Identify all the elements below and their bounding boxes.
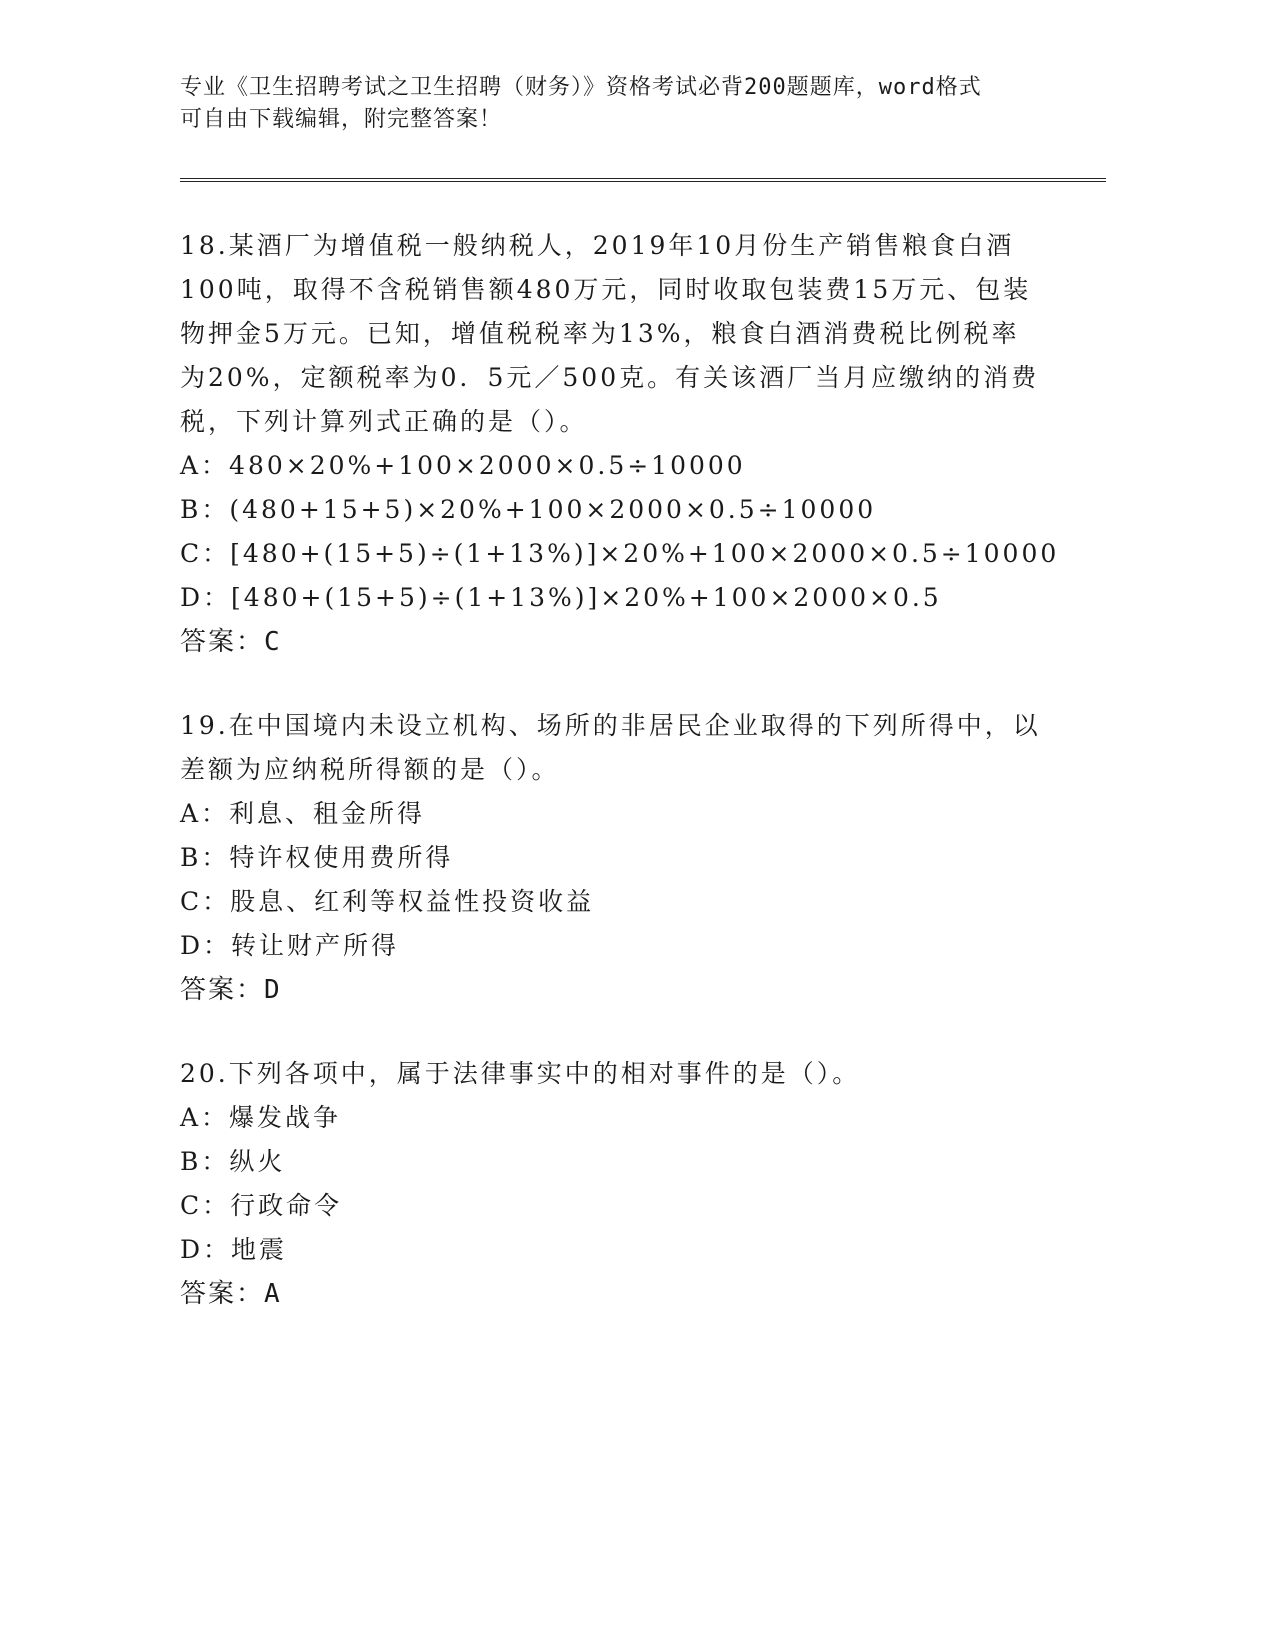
option-a: A：爆发战争: [180, 1103, 342, 1132]
option-d: D：转让财产所得: [180, 931, 400, 960]
header-divider: [180, 178, 1106, 182]
answer-line: 答案：C: [180, 627, 282, 657]
question-stem-line: 19.在中国境内未设立机构、场所的非居民企业取得的下列所得中，以: [180, 711, 1041, 740]
option-b: B：特许权使用费所得: [180, 843, 454, 872]
header-title-line-2: 可自由下载编辑，附完整答案！: [180, 107, 503, 132]
option-c: C：行政命令: [180, 1191, 343, 1220]
question-stem-line: 为20%，定额税率为0．5元／500克。有关该酒厂当月应缴纳的消费: [180, 363, 1040, 392]
question-20: [180, 1052, 1060, 1316]
question-19: [180, 704, 1060, 1012]
option-c: C：股息、红利等权益性投资收益: [180, 887, 595, 916]
question-18: [180, 224, 1060, 664]
question-stem-line: 差额为应纳税所得额的是（）。: [180, 755, 560, 784]
option-c: C：[480+(15+5)÷(1+13%)]×20%+100×2000×0.5÷10000: [180, 539, 1060, 568]
question-stem-line: 税，下列计算列式正确的是（）。: [180, 407, 588, 436]
answer-line: 答案：D: [180, 975, 282, 1005]
question-stem-line: 20.下列各项中，属于法律事实中的相对事件的是（）。: [180, 1059, 861, 1088]
question-stem-line: 物押金5万元。已知，增值税税率为13%，粮食白酒消费税比例税率: [180, 319, 1020, 348]
option-b: B：纵火: [180, 1147, 286, 1176]
option-d: D：[480+(15+5)÷(1+13%)]×20%+100×2000×0.5: [180, 583, 942, 612]
question-stem-line: 18.某酒厂为增值税一般纳税人，2019年10月份生产销售粮食白酒: [180, 231, 1015, 260]
option-a: A：480×20%+100×2000×0.5÷10000: [180, 451, 746, 480]
option-a: A：利息、租金所得: [180, 799, 426, 828]
answer-line: 答案：A: [180, 1279, 282, 1309]
question-stem-line: 100吨，取得不含税销售额480万元，同时收取包装费15万元、包装: [180, 275, 1032, 304]
option-d: D：地震: [180, 1235, 288, 1264]
document-header: [180, 72, 1060, 136]
header-title-line-1: 专业《卫生招聘考试之卫生招聘（财务）》资格考试必背200题题库，word格式: [180, 75, 982, 100]
option-b: B：(480+15+5)×20%+100×2000×0.5÷10000: [180, 495, 877, 524]
